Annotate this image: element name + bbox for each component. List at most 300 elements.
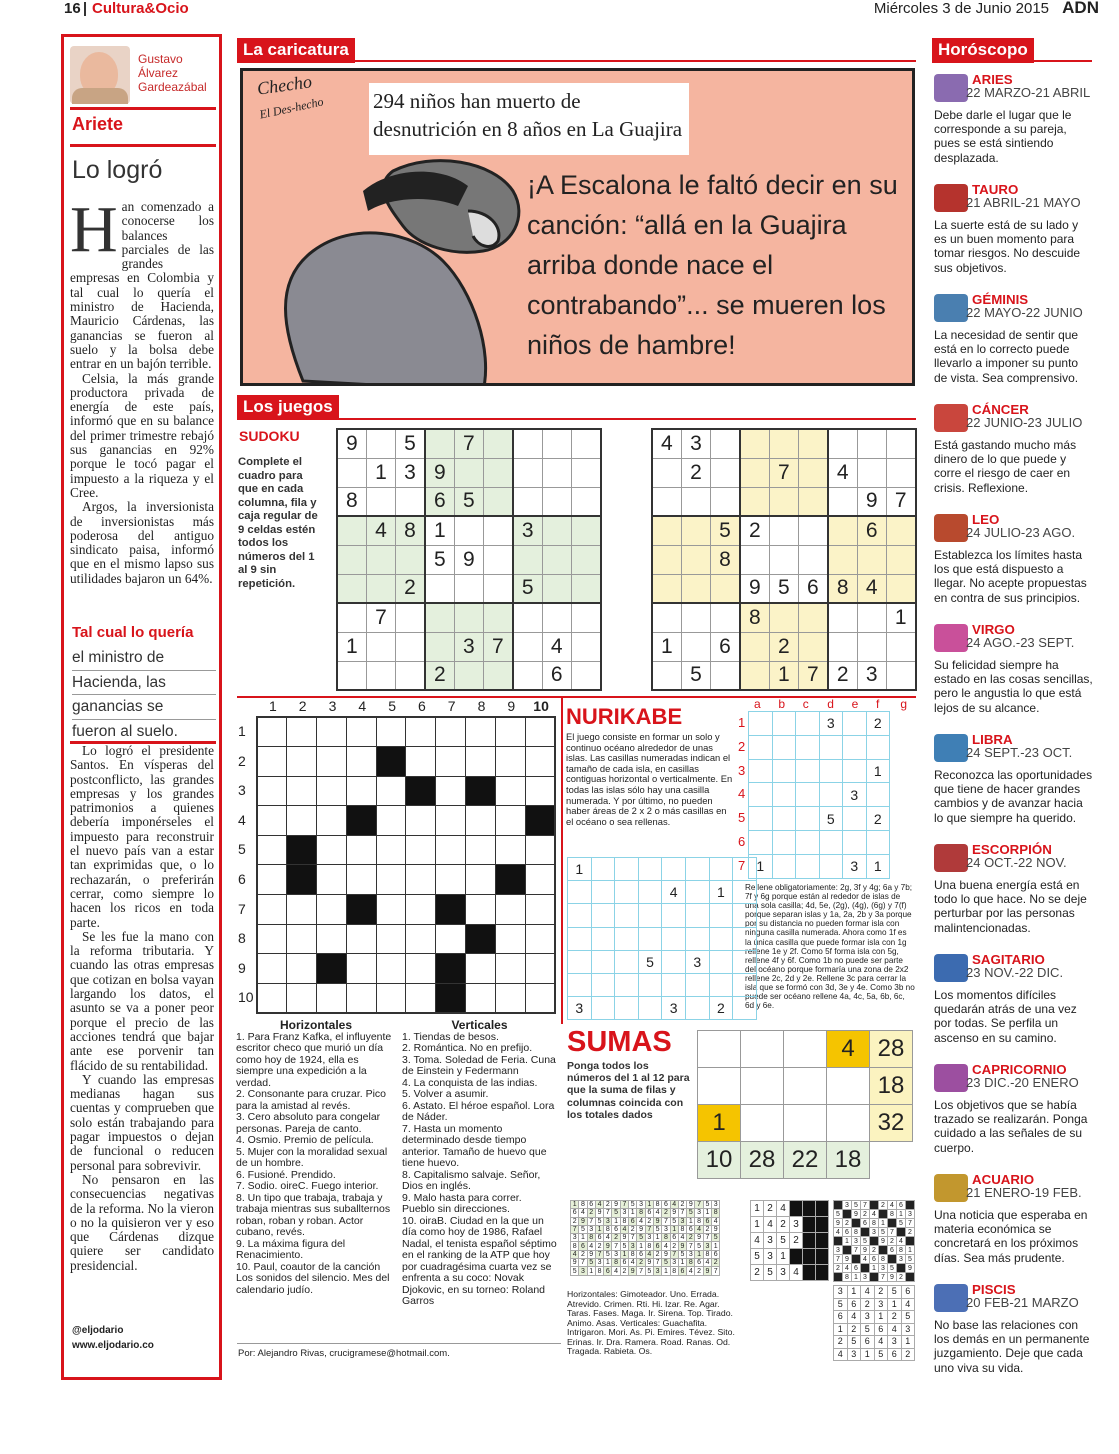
crossword-cell[interactable] [376, 983, 406, 1013]
crossword-cell[interactable] [287, 806, 317, 836]
sumas-cell[interactable] [698, 1031, 741, 1068]
crossword-cell[interactable] [257, 983, 287, 1013]
sudoku-cell[interactable] [542, 545, 571, 574]
crossword-cell[interactable] [376, 954, 406, 984]
crossword-cell[interactable] [525, 835, 555, 865]
sudoku-cell[interactable] [681, 487, 710, 516]
crossword-cell[interactable] [436, 717, 466, 747]
sumas-grid[interactable] [697, 1030, 913, 1179]
sudoku-cell[interactable] [681, 545, 710, 574]
crossword-cell[interactable] [346, 747, 376, 777]
sudoku-cell[interactable]: 6 [857, 516, 886, 545]
nurikabe-cell[interactable] [638, 881, 662, 904]
sudoku-cell[interactable] [769, 429, 798, 458]
sumas-cell[interactable] [741, 1031, 784, 1068]
crossword-cell[interactable] [525, 776, 555, 806]
nurikabe-cell[interactable] [615, 927, 639, 950]
nurikabe-cell[interactable] [615, 881, 639, 904]
sudoku-cell[interactable]: 9 [857, 487, 886, 516]
sudoku-cell[interactable] [337, 458, 366, 487]
sudoku-cell[interactable] [366, 632, 395, 661]
sudoku-cell[interactable] [425, 603, 454, 632]
sudoku-cell[interactable] [798, 603, 827, 632]
crossword-cell[interactable] [317, 983, 347, 1013]
sudoku-cell[interactable] [652, 545, 681, 574]
sumas-cell[interactable] [784, 1068, 827, 1105]
sudoku-cell[interactable]: 7 [798, 661, 827, 690]
sudoku-cell[interactable] [366, 574, 395, 603]
crossword-cell[interactable] [406, 717, 436, 747]
sudoku-cell[interactable] [337, 603, 366, 632]
sudoku-cell[interactable] [886, 545, 915, 574]
sudoku-cell[interactable] [396, 487, 425, 516]
sudoku-cell[interactable] [798, 516, 827, 545]
sudoku-cell[interactable]: 4 [828, 458, 857, 487]
crossword-cell[interactable] [466, 806, 496, 836]
nurikabe-cell[interactable] [591, 950, 615, 973]
crossword-cell[interactable] [436, 776, 466, 806]
sudoku-cell[interactable]: 4 [652, 429, 681, 458]
crossword-cell[interactable] [257, 776, 287, 806]
sudoku-cell[interactable]: 2 [740, 516, 769, 545]
sudoku-cell[interactable]: 6 [542, 661, 571, 690]
sudoku-cell[interactable] [886, 574, 915, 603]
sudoku-cell[interactable] [740, 545, 769, 574]
nurikabe-cell[interactable] [733, 904, 757, 927]
sudoku-cell[interactable] [425, 632, 454, 661]
sudoku-cell[interactable] [652, 487, 681, 516]
sudoku-cell[interactable] [798, 545, 827, 574]
crossword-cell[interactable] [317, 895, 347, 925]
sudoku-cell[interactable] [681, 516, 710, 545]
sudoku-cell[interactable]: 9 [740, 574, 769, 603]
nurikabe-cell[interactable] [662, 904, 686, 927]
crossword-grid[interactable] [256, 716, 556, 1014]
sudoku-cell[interactable] [886, 516, 915, 545]
sumas-cell[interactable] [741, 1068, 784, 1105]
sudoku-cell[interactable] [740, 661, 769, 690]
sudoku-cell[interactable]: 8 [337, 487, 366, 516]
crossword-cell[interactable] [495, 983, 525, 1013]
sudoku-cell[interactable]: 6 [711, 632, 740, 661]
crossword-cell[interactable] [287, 954, 317, 984]
crossword-cell[interactable] [466, 924, 496, 954]
sumas-cell[interactable] [741, 1105, 784, 1142]
sudoku-cell[interactable]: 5 [769, 574, 798, 603]
sudoku-cell[interactable] [886, 458, 915, 487]
sudoku-cell[interactable] [396, 632, 425, 661]
crossword-cell[interactable] [525, 717, 555, 747]
sudoku-cell[interactable]: 8 [828, 574, 857, 603]
crossword-cell[interactable] [495, 806, 525, 836]
crossword-cell[interactable] [406, 806, 436, 836]
sudoku-cell[interactable] [769, 545, 798, 574]
sudoku-cell[interactable] [513, 429, 542, 458]
sudoku-cell[interactable]: 8 [396, 516, 425, 545]
sudoku-cell[interactable] [454, 661, 483, 690]
sudoku-cell[interactable] [652, 516, 681, 545]
nurikabe-cell[interactable] [568, 904, 592, 927]
crossword-cell[interactable] [257, 806, 287, 836]
crossword-cell[interactable] [346, 865, 376, 895]
sudoku-cell[interactable] [337, 661, 366, 690]
crossword-cell[interactable] [376, 776, 406, 806]
sudoku-cell[interactable] [769, 603, 798, 632]
sudoku-cell[interactable] [711, 574, 740, 603]
sudoku-cell[interactable] [366, 545, 395, 574]
sudoku-cell[interactable]: 8 [711, 545, 740, 574]
sumas-cell[interactable] [784, 1105, 827, 1142]
nurikabe-cell[interactable] [685, 904, 709, 927]
crossword-cell[interactable] [525, 924, 555, 954]
nurikabe-cell[interactable] [709, 950, 733, 973]
nurikabe-cell[interactable] [685, 927, 709, 950]
sudoku-cell[interactable] [454, 603, 483, 632]
sudoku-cell[interactable] [513, 458, 542, 487]
crossword-cell[interactable] [287, 747, 317, 777]
sudoku-cell[interactable] [857, 429, 886, 458]
nurikabe-cell[interactable] [685, 881, 709, 904]
crossword-cell[interactable] [376, 717, 406, 747]
crossword-cell[interactable] [525, 983, 555, 1013]
crossword-cell[interactable] [406, 954, 436, 984]
crossword-cell[interactable] [376, 835, 406, 865]
crossword-cell[interactable] [406, 895, 436, 925]
nurikabe-cell[interactable] [568, 881, 592, 904]
nurikabe-cell[interactable] [662, 973, 686, 996]
sudoku-cell[interactable] [652, 458, 681, 487]
sudoku-cell[interactable]: 3 [454, 632, 483, 661]
crossword-cell[interactable] [495, 954, 525, 984]
nurikabe-cell[interactable] [591, 858, 615, 881]
sudoku-cell[interactable] [857, 632, 886, 661]
sudoku-cell[interactable] [828, 429, 857, 458]
crossword-cell[interactable] [436, 747, 466, 777]
sudoku-cell[interactable] [711, 603, 740, 632]
sudoku-cell[interactable] [513, 632, 542, 661]
sudoku-cell[interactable] [681, 574, 710, 603]
nurikabe-cell[interactable] [638, 927, 662, 950]
crossword-cell[interactable] [317, 776, 347, 806]
crossword-cell[interactable] [376, 895, 406, 925]
nurikabe-cell[interactable] [591, 973, 615, 996]
sudoku-grid-2[interactable] [651, 428, 917, 691]
nurikabe-cell[interactable] [733, 997, 757, 1020]
nurikabe-cell[interactable] [662, 858, 686, 881]
sudoku-cell[interactable] [337, 516, 366, 545]
nurikabe-cell[interactable] [638, 973, 662, 996]
sudoku-cell[interactable] [798, 632, 827, 661]
sudoku-cell[interactable] [571, 487, 600, 516]
sudoku-cell[interactable] [681, 632, 710, 661]
author-website[interactable]: www.eljodario.co [72, 1340, 154, 1351]
nurikabe-cell[interactable] [615, 858, 639, 881]
nurikabe-cell[interactable]: 3 [568, 997, 592, 1020]
sudoku-cell[interactable]: 2 [769, 632, 798, 661]
sudoku-cell[interactable] [542, 429, 571, 458]
crossword-cell[interactable] [257, 954, 287, 984]
crossword-cell[interactable] [406, 865, 436, 895]
nurikabe-cell[interactable] [733, 881, 757, 904]
crossword-cell[interactable] [525, 747, 555, 777]
crossword-cell[interactable] [525, 895, 555, 925]
nurikabe-cell[interactable] [733, 950, 757, 973]
sudoku-cell[interactable] [337, 545, 366, 574]
sudoku-cell[interactable]: 1 [366, 458, 395, 487]
sudoku-cell[interactable]: 8 [740, 603, 769, 632]
crossword-cell[interactable] [346, 806, 376, 836]
sudoku-cell[interactable] [571, 632, 600, 661]
crossword-cell[interactable] [466, 983, 496, 1013]
nurikabe-cell[interactable] [615, 950, 639, 973]
sumas-cell[interactable] [827, 1105, 870, 1142]
sudoku-cell[interactable] [886, 661, 915, 690]
crossword-cell[interactable] [436, 806, 466, 836]
nurikabe-cell[interactable] [733, 973, 757, 996]
sudoku-cell[interactable] [740, 458, 769, 487]
crossword-cell[interactable] [317, 806, 347, 836]
crossword-cell[interactable] [495, 835, 525, 865]
crossword-cell[interactable] [317, 865, 347, 895]
crossword-cell[interactable] [346, 776, 376, 806]
sudoku-cell[interactable] [798, 429, 827, 458]
sudoku-cell[interactable] [857, 545, 886, 574]
crossword-cell[interactable] [376, 806, 406, 836]
sudoku-cell[interactable]: 5 [425, 545, 454, 574]
crossword-cell[interactable] [495, 717, 525, 747]
sudoku-cell[interactable] [571, 458, 600, 487]
sudoku-cell[interactable] [681, 603, 710, 632]
sudoku-cell[interactable]: 5 [454, 487, 483, 516]
sudoku-cell[interactable] [483, 429, 512, 458]
sudoku-cell[interactable]: 4 [857, 574, 886, 603]
crossword-cell[interactable] [287, 924, 317, 954]
sudoku-cell[interactable]: 6 [425, 487, 454, 516]
sudoku-cell[interactable] [571, 603, 600, 632]
crossword-cell[interactable] [257, 865, 287, 895]
sudoku-cell[interactable] [337, 574, 366, 603]
crossword-cell[interactable] [495, 865, 525, 895]
sudoku-cell[interactable] [483, 661, 512, 690]
sudoku-cell[interactable] [396, 603, 425, 632]
crossword-cell[interactable] [406, 747, 436, 777]
crossword-cell[interactable] [495, 895, 525, 925]
crossword-cell[interactable] [466, 895, 496, 925]
sudoku-cell[interactable] [711, 429, 740, 458]
crossword-cell[interactable] [466, 954, 496, 984]
sudoku-cell[interactable]: 3 [857, 661, 886, 690]
sumas-cell[interactable]: 1 [698, 1105, 741, 1142]
sudoku-cell[interactable] [857, 603, 886, 632]
sudoku-cell[interactable] [483, 545, 512, 574]
crossword-cell[interactable] [317, 717, 347, 747]
sudoku-cell[interactable] [571, 429, 600, 458]
crossword-cell[interactable] [406, 924, 436, 954]
crossword-cell[interactable] [436, 895, 466, 925]
sudoku-cell[interactable]: 9 [425, 458, 454, 487]
sudoku-cell[interactable]: 1 [337, 632, 366, 661]
nurikabe-cell[interactable] [709, 904, 733, 927]
nurikabe-cell[interactable]: 3 [685, 950, 709, 973]
nurikabe-cell[interactable] [709, 927, 733, 950]
sudoku-cell[interactable] [542, 487, 571, 516]
sudoku-cell[interactable]: 1 [652, 632, 681, 661]
crossword-cell[interactable] [466, 865, 496, 895]
nurikabe-cell[interactable] [638, 997, 662, 1020]
crossword-cell[interactable] [346, 954, 376, 984]
sudoku-cell[interactable] [652, 603, 681, 632]
nurikabe-cell[interactable]: 3 [662, 997, 686, 1020]
sudoku-cell[interactable]: 7 [769, 458, 798, 487]
sudoku-cell[interactable] [513, 487, 542, 516]
crossword-cell[interactable] [287, 776, 317, 806]
sudoku-cell[interactable] [571, 574, 600, 603]
sudoku-cell[interactable] [828, 545, 857, 574]
sudoku-cell[interactable]: 2 [425, 661, 454, 690]
sudoku-cell[interactable] [828, 487, 857, 516]
sumas-cell[interactable]: 4 [827, 1031, 870, 1068]
sudoku-cell[interactable] [454, 516, 483, 545]
sudoku-cell[interactable] [571, 516, 600, 545]
sudoku-cell[interactable] [542, 516, 571, 545]
sudoku-cell[interactable] [513, 661, 542, 690]
nurikabe-cell[interactable] [685, 973, 709, 996]
nurikabe-cell[interactable] [733, 927, 757, 950]
sudoku-cell[interactable] [828, 603, 857, 632]
nurikabe-cell[interactable]: 1 [709, 881, 733, 904]
sudoku-cell[interactable] [425, 574, 454, 603]
nurikabe-cell[interactable]: 4 [662, 881, 686, 904]
crossword-cell[interactable] [346, 924, 376, 954]
sudoku-cell[interactable]: 5 [681, 661, 710, 690]
sudoku-cell[interactable]: 4 [542, 632, 571, 661]
nurikabe-grid[interactable] [567, 857, 757, 1020]
crossword-cell[interactable] [287, 717, 317, 747]
crossword-cell[interactable] [346, 983, 376, 1013]
crossword-cell[interactable] [406, 835, 436, 865]
crossword-cell[interactable] [346, 895, 376, 925]
sudoku-cell[interactable]: 9 [337, 429, 366, 458]
crossword-cell[interactable] [317, 835, 347, 865]
sudoku-cell[interactable] [740, 429, 769, 458]
crossword-cell[interactable] [525, 954, 555, 984]
sudoku-cell[interactable] [483, 516, 512, 545]
nurikabe-cell[interactable] [638, 904, 662, 927]
crossword-cell[interactable] [257, 747, 287, 777]
sudoku-cell[interactable]: 6 [798, 574, 827, 603]
sudoku-cell[interactable] [483, 458, 512, 487]
sudoku-cell[interactable] [542, 458, 571, 487]
nurikabe-cell[interactable] [709, 973, 733, 996]
nurikabe-cell[interactable] [733, 858, 757, 881]
nurikabe-cell[interactable] [615, 904, 639, 927]
sudoku-cell[interactable]: 7 [483, 632, 512, 661]
crossword-cell[interactable] [287, 865, 317, 895]
sudoku-cell[interactable] [571, 661, 600, 690]
sudoku-cell[interactable] [769, 487, 798, 516]
sumas-cell[interactable] [698, 1068, 741, 1105]
crossword-cell[interactable] [317, 954, 347, 984]
sudoku-cell[interactable] [483, 487, 512, 516]
sudoku-cell[interactable]: 2 [681, 458, 710, 487]
sudoku-cell[interactable] [652, 574, 681, 603]
nurikabe-cell[interactable] [662, 927, 686, 950]
sudoku-cell[interactable] [571, 545, 600, 574]
sumas-cell[interactable] [784, 1031, 827, 1068]
sudoku-cell[interactable] [513, 603, 542, 632]
sudoku-cell[interactable] [483, 574, 512, 603]
nurikabe-cell[interactable] [685, 858, 709, 881]
crossword-cell[interactable] [495, 924, 525, 954]
crossword-cell[interactable] [466, 776, 496, 806]
crossword-cell[interactable] [257, 895, 287, 925]
crossword-cell[interactable] [376, 924, 406, 954]
sudoku-cell[interactable] [769, 516, 798, 545]
sudoku-cell[interactable] [483, 603, 512, 632]
sudoku-grid-1[interactable] [336, 428, 602, 691]
sudoku-cell[interactable] [740, 487, 769, 516]
sudoku-cell[interactable]: 1 [769, 661, 798, 690]
sudoku-cell[interactable] [396, 661, 425, 690]
nurikabe-cell[interactable] [568, 927, 592, 950]
sudoku-cell[interactable] [652, 661, 681, 690]
nurikabe-cell[interactable] [615, 973, 639, 996]
crossword-cell[interactable] [317, 924, 347, 954]
sudoku-cell[interactable]: 2 [396, 574, 425, 603]
crossword-cell[interactable] [525, 865, 555, 895]
crossword-cell[interactable] [376, 865, 406, 895]
sudoku-cell[interactable]: 3 [513, 516, 542, 545]
sudoku-cell[interactable]: 9 [454, 545, 483, 574]
nurikabe-cell[interactable]: 2 [709, 997, 733, 1020]
nurikabe-cell[interactable] [568, 973, 592, 996]
crossword-cell[interactable] [436, 865, 466, 895]
crossword-cell[interactable] [495, 776, 525, 806]
sudoku-cell[interactable] [454, 458, 483, 487]
sudoku-cell[interactable]: 1 [886, 603, 915, 632]
sudoku-cell[interactable] [828, 516, 857, 545]
crossword-cell[interactable] [317, 747, 347, 777]
nurikabe-cell[interactable] [568, 950, 592, 973]
sudoku-cell[interactable]: 1 [425, 516, 454, 545]
sudoku-cell[interactable] [711, 458, 740, 487]
sudoku-cell[interactable]: 7 [454, 429, 483, 458]
crossword-cell[interactable] [406, 983, 436, 1013]
crossword-cell[interactable] [466, 835, 496, 865]
nurikabe-cell[interactable] [638, 858, 662, 881]
sudoku-cell[interactable] [396, 545, 425, 574]
sudoku-cell[interactable] [454, 574, 483, 603]
sudoku-cell[interactable]: 5 [711, 516, 740, 545]
sudoku-cell[interactable] [711, 661, 740, 690]
sudoku-cell[interactable] [798, 487, 827, 516]
crossword-cell[interactable] [436, 835, 466, 865]
crossword-cell[interactable] [346, 717, 376, 747]
nurikabe-cell[interactable] [591, 997, 615, 1020]
sudoku-cell[interactable]: 3 [396, 458, 425, 487]
sudoku-cell[interactable]: 2 [828, 661, 857, 690]
sudoku-cell[interactable] [542, 574, 571, 603]
sumas-cell[interactable] [827, 1068, 870, 1105]
sudoku-cell[interactable] [857, 458, 886, 487]
sudoku-cell[interactable]: 4 [366, 516, 395, 545]
sudoku-cell[interactable]: 5 [513, 574, 542, 603]
crossword-cell[interactable] [346, 835, 376, 865]
nurikabe-cell[interactable]: 5 [638, 950, 662, 973]
crossword-cell[interactable] [287, 835, 317, 865]
crossword-cell[interactable] [287, 895, 317, 925]
crossword-cell[interactable] [406, 776, 436, 806]
